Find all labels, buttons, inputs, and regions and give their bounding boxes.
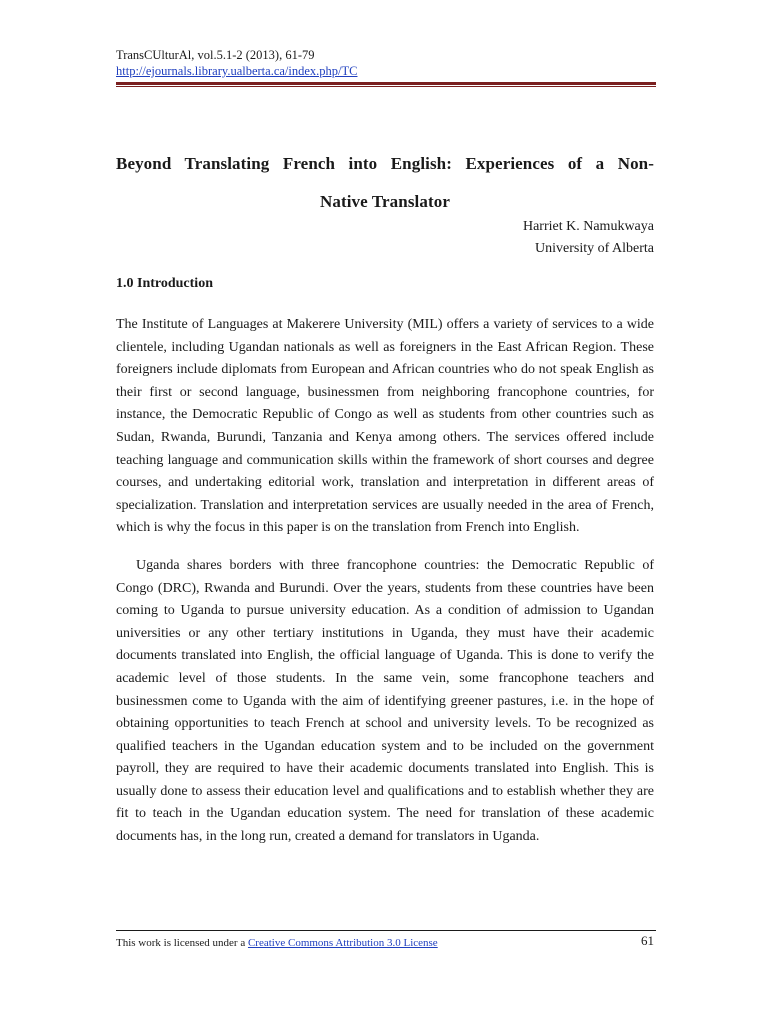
title-line-1: Beyond Translating French into English: Experiences of a Non-: [116, 154, 654, 173]
author-block: [523, 216, 654, 260]
footer-rule: [116, 930, 656, 931]
journal-citation: TransCUlturAl, vol.5.1-2 (2013), 61-79: [116, 48, 315, 62]
body-text: [116, 314, 654, 849]
article-title: [116, 145, 654, 221]
page-number: 61: [641, 933, 654, 948]
journal-url-link[interactable]: http://ejournals.library.ualberta.ca/index.php/TC: [116, 64, 358, 78]
license-link[interactable]: Creative Commons Attribution 3.0 License: [247, 937, 438, 949]
license-footer: [116, 935, 654, 951]
license-prefix: This work is licensed under a: [116, 937, 248, 949]
section-heading: 1.0 Introduction: [116, 276, 213, 291]
header-rule: [116, 82, 656, 85]
header-rule-thin: [116, 86, 656, 87]
author-name: Harriet K. Namukwaya: [522, 219, 654, 234]
title-line-2: Native Translator: [320, 192, 450, 211]
journal-header: [116, 47, 654, 79]
author-affiliation: University of Alberta: [535, 241, 654, 256]
paragraph-2: Uganda shares borders with three francophone countries: the Democratic Republic of Congo (DRC), Rwanda and Burundi. Over the years, students from these countries have been coming to Uganda to pursue university education. As a condition of admission to Ugandan universities or any other tertiary institutions in Uganda, they must have their academic documents translated into English, the official language of Uganda. This is done to verify the academic level of those students. In the same vein, some francophone teachers and businessmen come to Uganda with the aim of identifying greener pastures, i.e. in the hope of obtaining opportunities to teach French at school and university levels. To be recognized as qualified teachers in the Ugandan education system and to be included on the government payroll, they are required to have their academic documents translated into English. This is usually done to assess their education level and qualifications and to establish whether they are fit to teach in the Ugandan education system. The need for translation of these academic documents has, in the long run, created a demand for translators in Uganda.: [116, 557, 654, 845]
paragraph-1: The Institute of Languages at Makerere University (MIL) offers a variety of services to a wide clientele, including Ugandan nationals as well as foreigners in the East African Region. These foreigners include diplomats from European and African countries who do not speak English as their first or second language, businessmen from neighboring francophone countries, for instance, the Democratic Republic of Congo as well as students from other countries such as Sudan, Rwanda, Burundi, Tanzania and Kenya among others. The services offered include teaching language and communication skills within the framework of short courses and degree courses, and undertaking editorial work, translation and interpretation in different areas of specialization. Translation and interpretation services are usually needed in the area of French, which is why the focus in this paper is on the translation from French into English.: [116, 317, 654, 536]
